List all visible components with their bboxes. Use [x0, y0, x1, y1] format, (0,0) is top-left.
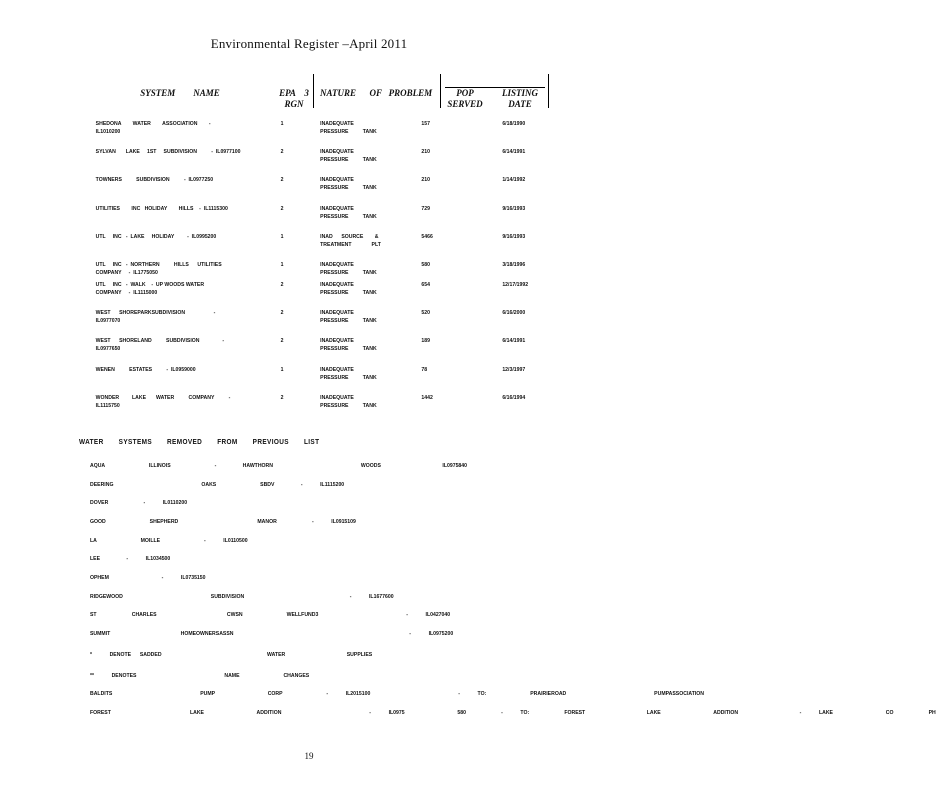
- column-divider: [548, 74, 549, 108]
- listing-date-cell-line: 12/17/1992: [502, 282, 529, 288]
- system-name-cell-line: WEST SHOREPARKSUBDIVISION -: [95, 310, 216, 316]
- problem-cell-line: PRESSURE TANK: [320, 403, 377, 409]
- system-name-cell-line: WENEN ESTATES - IL0959000: [95, 367, 196, 373]
- population-cell: [421, 366, 449, 374]
- table-row: [0, 148, 569, 178]
- problem-cell: [320, 337, 421, 353]
- problem-cell-line: INADEQUATE: [320, 206, 354, 212]
- listing-date-cell: [502, 148, 539, 156]
- population-cell-line: 580: [421, 262, 430, 268]
- problem-cell-line: INADEQUATE: [320, 262, 354, 268]
- table-row: [0, 366, 569, 396]
- problem-cell-line: INADEQUATE: [320, 149, 354, 155]
- table-row: [0, 120, 569, 150]
- population-cell: [421, 337, 449, 345]
- system-name-cell: [96, 366, 280, 382]
- population-cell-line: 729: [421, 206, 430, 212]
- population-cell: [421, 394, 449, 402]
- listing-date-cell: [502, 120, 539, 128]
- system-name-cell: [96, 394, 280, 410]
- epa-region-cell-line: 2: [280, 177, 284, 183]
- epa-region-cell: [281, 261, 299, 269]
- epa-region-cell: [281, 281, 299, 289]
- column-header-listing: [495, 88, 545, 110]
- removed-item: AQUA ILLINOIS - HAWTHORN WOODS IL0975840: [90, 463, 468, 469]
- removed-item: OPHEM - IL0735150: [90, 575, 206, 581]
- listing-date-cell-line: 12/3/1997: [502, 367, 526, 373]
- problem-cell: [320, 281, 421, 297]
- problem-cell-line: INADEQUATE: [320, 367, 354, 373]
- population-cell-line: 520: [421, 310, 430, 316]
- epa-region-cell: [281, 366, 299, 374]
- system-name-cell-line: [96, 213, 280, 221]
- problem-cell-line: PRESSURE TANK: [320, 129, 377, 135]
- system-name-cell-line: IL0977650: [95, 346, 121, 352]
- removed-section-title: WATER SYSTEMS REMOVED FROM PREVIOUS LIST: [79, 439, 320, 446]
- problem-cell-line: PRESSURE TANK: [320, 185, 377, 191]
- epa-region-cell: [281, 120, 299, 128]
- population-cell-line: 157: [421, 121, 430, 127]
- removed-item: ** DENOTES NAME CHANGES: [90, 673, 310, 679]
- listing-date-cell-line: 3/18/1996: [502, 262, 526, 268]
- problem-cell-line: PRESSURE TANK: [320, 214, 377, 220]
- population-cell: [421, 176, 449, 184]
- table-row: [0, 394, 569, 424]
- epa-region-cell-line: 1: [280, 262, 284, 268]
- system-name-cell: [96, 120, 280, 136]
- listing-date-cell: [502, 309, 539, 317]
- listing-date-cell: [502, 394, 539, 402]
- system-name-cell-line: [96, 374, 280, 382]
- epa-region-cell: [281, 148, 299, 156]
- system-name-cell: [96, 281, 280, 297]
- system-name-cell: [96, 261, 280, 277]
- problem-cell-line: INADEQUATE: [320, 282, 354, 288]
- system-name-cell-line: UTL INC - NORTHERN HILLS UTILITIES: [95, 262, 222, 268]
- epa-region-cell-line: 1: [280, 367, 284, 373]
- removed-item: LEE - IL1034500: [90, 556, 171, 562]
- problem-cell-line: PRESSURE TANK: [320, 290, 377, 296]
- table-row: [0, 337, 569, 367]
- population-cell-line: 5466: [421, 234, 433, 240]
- epa-region-cell-line: 2: [280, 395, 284, 401]
- epa-region-cell-line: 1: [280, 121, 284, 127]
- system-name-cell: [96, 233, 280, 249]
- column-header-pop-line1: POP: [456, 88, 474, 98]
- removed-item: FOREST LAKE ADDITION - IL0975 580 - TO: FOREST LAKE ADDITION - LAKE CO PH: [90, 710, 936, 716]
- page-header: Environmental Register –April 2011: [210, 36, 408, 51]
- problem-cell-line: PRESSURE TANK: [320, 270, 377, 276]
- epa-region-cell-line: 2: [280, 149, 284, 155]
- problem-cell-line: INAD SOURCE &: [320, 234, 379, 240]
- population-cell-line: 654: [421, 282, 430, 288]
- column-header-rgn: RGN: [284, 99, 304, 109]
- column-header-pop-line2: SERVED: [447, 99, 483, 109]
- system-name-cell-line: COMPANY - IL1775050: [95, 270, 158, 276]
- population-cell: [421, 205, 449, 213]
- column-header-pop: [445, 88, 485, 110]
- problem-cell-line: INADEQUATE: [320, 338, 354, 344]
- system-name-cell: [96, 309, 280, 325]
- population-cell-line: 1442: [421, 395, 433, 401]
- system-name-cell-line: SYLVAN LAKE 1ST SUBDIVISION - IL0977100: [95, 149, 241, 155]
- problem-cell-line: PRESSURE TANK: [320, 157, 377, 163]
- system-name-cell-line: COMPANY - IL1115000: [95, 290, 158, 296]
- table-row: [0, 233, 569, 263]
- listing-date-cell-line: 9/16/1993: [502, 234, 526, 240]
- population-cell-line: 210: [421, 149, 430, 155]
- table-row: [0, 309, 569, 339]
- listing-date-cell-line: 1/14/1992: [502, 177, 526, 183]
- listing-date-cell: [502, 205, 539, 213]
- population-cell-line: 210: [421, 177, 430, 183]
- epa-region-cell-line: 2: [280, 310, 284, 316]
- page-number: 19: [304, 751, 314, 761]
- system-name-cell-line: IL0977070: [95, 318, 121, 324]
- system-name-cell-line: WEST SHORELAND SUBDIVISION -: [95, 338, 225, 344]
- removed-item: RIDGEWOOD SUBDIVISION - IL1677600: [90, 594, 394, 600]
- system-name-cell-line: IL1010200: [95, 129, 121, 135]
- problem-cell: [320, 176, 421, 192]
- population-cell: [421, 120, 449, 128]
- column-header-epa: EPA 3: [279, 88, 309, 98]
- epa-region-cell: [281, 337, 299, 345]
- problem-cell: [320, 309, 421, 325]
- population-cell: [421, 281, 449, 289]
- listing-date-cell-line: 6/14/1991: [502, 149, 526, 155]
- column-divider: [440, 74, 441, 108]
- problem-cell-line: PRESSURE TANK: [320, 318, 377, 324]
- problem-cell: [320, 148, 421, 164]
- removed-item: BALDITS PUMP CORP - IL2015100 - TO: PRAIRIEROAD PUMPASSOCIATION: [90, 691, 705, 697]
- problem-cell-line: INADEQUATE: [320, 177, 354, 183]
- epa-region-cell: [281, 233, 299, 241]
- population-cell-line: 189: [421, 338, 430, 344]
- system-name-cell-line: [96, 241, 280, 249]
- problem-cell: [320, 120, 421, 136]
- system-name-cell-line: [96, 156, 280, 164]
- population-cell-line: 78: [421, 367, 428, 373]
- removed-item: DEERING OAKS SBDV - IL1115200: [90, 482, 345, 488]
- listing-date-cell-line: 6/16/1994: [502, 395, 526, 401]
- listing-date-cell: [502, 366, 539, 374]
- listing-date-cell-line: 9/16/1993: [502, 206, 526, 212]
- listing-date-cell: [502, 233, 539, 241]
- problem-cell: [320, 233, 421, 249]
- problem-cell-line: PRESSURE TANK: [320, 346, 377, 352]
- epa-region-cell-line: 2: [280, 338, 284, 344]
- problem-cell-line: INADEQUATE: [320, 310, 354, 316]
- system-name-cell-line: UTL INC - WALK - UP WOODS WATER: [95, 282, 205, 288]
- listing-date-cell-line: 6/16/2000: [502, 310, 526, 316]
- epa-region-cell-line: 2: [280, 206, 284, 212]
- listing-date-cell: [502, 337, 539, 345]
- epa-region-cell: [281, 309, 299, 317]
- epa-region-cell: [281, 176, 299, 184]
- table-row: [0, 205, 569, 235]
- epa-region-cell: [281, 205, 299, 213]
- population-cell: [421, 233, 449, 241]
- removed-item: DOVER - IL0110200: [90, 500, 188, 506]
- epa-region-cell-line: 2: [280, 282, 284, 288]
- removed-item: * DENOTE SADDED WATER SUPPLIES: [90, 652, 373, 658]
- table-row: [0, 176, 569, 206]
- system-name-cell-line: UTILITIES INC HOLIDAY HILLS - IL1115300: [95, 206, 228, 212]
- removed-item: GOOD SHEPHERD MANOR - IL0915109: [90, 519, 356, 525]
- population-cell: [421, 309, 449, 317]
- removed-item: SUMMIT HOMEOWNERSASSN - IL0975200: [90, 631, 454, 637]
- population-cell: [421, 148, 449, 156]
- system-name-cell: [96, 148, 280, 164]
- system-name-cell: [96, 337, 280, 353]
- removed-item: LA MOILLE - IL0110500: [90, 538, 248, 544]
- population-cell: [421, 261, 449, 269]
- epa-region-cell-line: 1: [280, 234, 284, 240]
- problem-cell-line: INADEQUATE: [320, 395, 354, 401]
- problem-cell: [320, 394, 421, 410]
- removed-item: ST CHARLES CWSN WELLFUND3 - IL0427040: [90, 612, 451, 618]
- column-header-listing-line1: LISTING: [501, 88, 538, 98]
- system-name-cell-line: SHEDONA WATER ASSOCIATION -: [95, 121, 211, 127]
- system-name-cell-line: IL1115750: [95, 403, 120, 409]
- problem-cell: [320, 366, 421, 382]
- problem-cell: [320, 205, 421, 221]
- problem-cell-line: INADEQUATE: [320, 121, 354, 127]
- problem-cell-line: PRESSURE TANK: [320, 375, 377, 381]
- system-name-cell: [96, 205, 280, 221]
- system-name-cell-line: [96, 184, 280, 192]
- column-header-epa-rgn: [270, 88, 318, 110]
- system-name-cell-line: WONDER LAKE WATER COMPANY -: [95, 395, 231, 401]
- listing-date-cell: [502, 261, 539, 269]
- listing-date-cell-line: 6/18/1990: [502, 121, 526, 127]
- problem-cell-line: TREATMENT PLT: [320, 242, 381, 248]
- column-header-nature: NATURE OF PROBLEM: [320, 88, 433, 98]
- system-name-cell-line: UTL INC - LAKE HOLIDAY - IL0995200: [95, 234, 217, 240]
- system-name-cell: [96, 176, 280, 192]
- problem-cell: [320, 261, 421, 277]
- column-header-listing-line2: DATE: [508, 99, 532, 109]
- column-header-system-name: SYSTEM NAME: [140, 88, 220, 98]
- listing-date-cell-line: 6/14/1991: [502, 338, 526, 344]
- listing-date-cell: [502, 176, 539, 184]
- epa-region-cell: [281, 394, 299, 402]
- listing-date-cell: [502, 281, 539, 289]
- table-row: [0, 281, 569, 311]
- system-name-cell-line: TOWNERS SUBDIVISION - IL0977250: [95, 177, 214, 183]
